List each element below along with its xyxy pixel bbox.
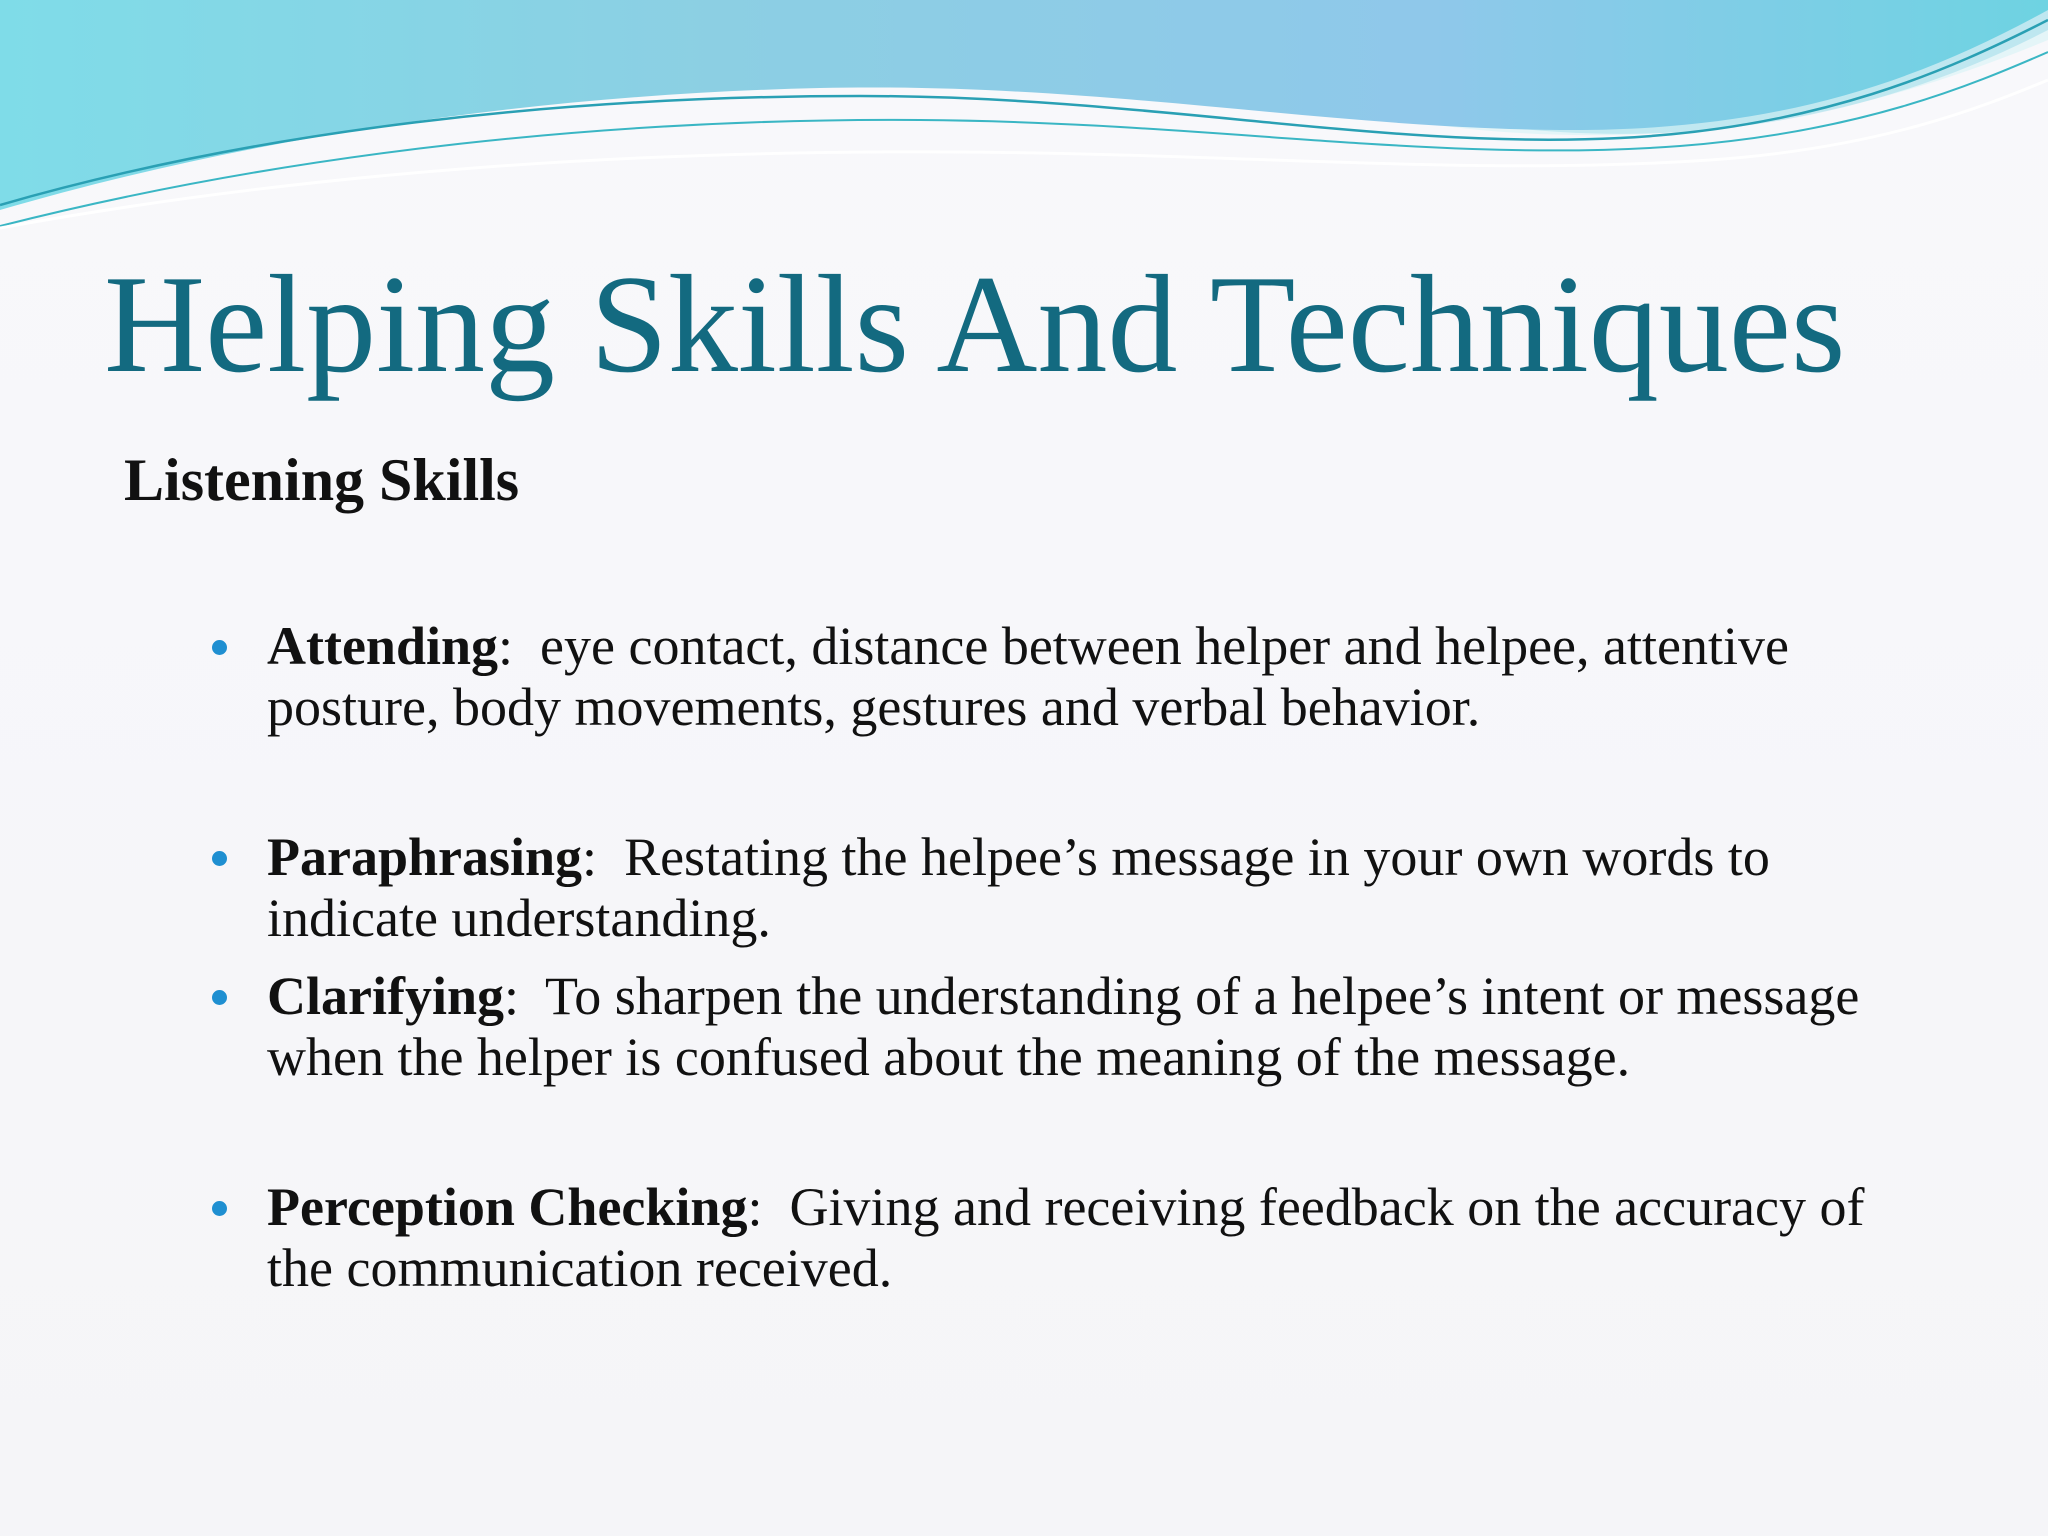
bullet-text: To sharpen the understanding of a helpee’s intent or message when the helper is confused about the meaning of the message. bbox=[267, 966, 1873, 1087]
wave-header-graphic bbox=[0, 0, 2048, 240]
bullet-separator: : bbox=[504, 966, 520, 1026]
section-heading: Listening Skills bbox=[124, 447, 520, 513]
bullet-dot-icon bbox=[212, 1201, 227, 1216]
bullet-term: Clarifying bbox=[267, 966, 504, 1026]
bullet-separator: : bbox=[582, 827, 598, 887]
bullet-dot-icon bbox=[212, 640, 227, 655]
bullet-text: eye contact, distance between helper and helpee, attentive posture, body movements, gestures and verbal behavior. bbox=[267, 616, 1803, 737]
bullet-list bbox=[210, 616, 1910, 1299]
bullet-term: Attending bbox=[267, 616, 499, 676]
bullet-item-perception-checking bbox=[210, 1177, 1910, 1299]
bullet-separator: : bbox=[747, 1177, 763, 1237]
bullet-text: Giving and receiving feedback on the accuracy of the communication received. bbox=[267, 1177, 1878, 1298]
bullet-item-clarifying bbox=[210, 966, 1910, 1088]
bullet-term: Paraphrasing bbox=[267, 827, 583, 887]
bullet-dot-icon bbox=[212, 851, 227, 866]
bullet-text: Restating the helpee’s message in your own words to indicate understanding. bbox=[267, 827, 1784, 948]
bullet-item-attending bbox=[210, 616, 1910, 738]
slide-title: Helping Skills And Techniques bbox=[104, 247, 1846, 402]
bullet-item-paraphrasing bbox=[210, 827, 1910, 949]
bullet-dot-icon bbox=[212, 990, 227, 1005]
bullet-separator: : bbox=[498, 616, 514, 676]
bullet-term: Perception Checking bbox=[267, 1177, 748, 1237]
